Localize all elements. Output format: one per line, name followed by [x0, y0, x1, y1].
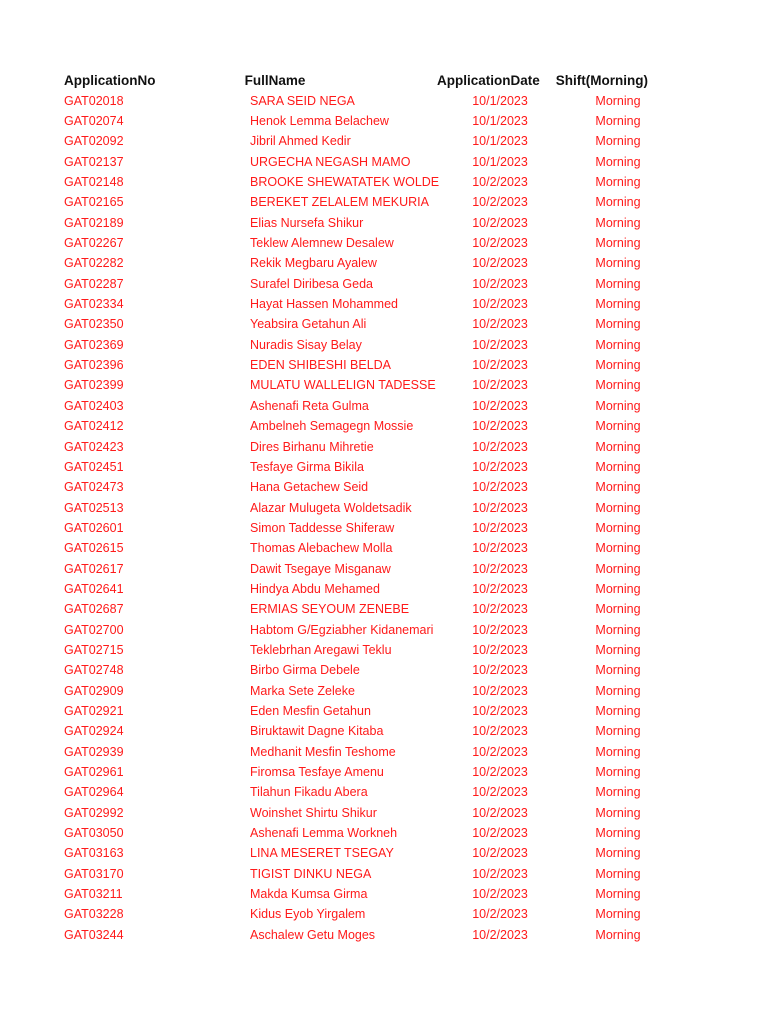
application-date-cell: 10/2/2023 [472, 927, 528, 942]
application-no-cell: GAT02451 [64, 459, 124, 474]
header-application-date: ApplicationDate [437, 72, 540, 88]
table-row [64, 497, 684, 517]
table-row [64, 477, 684, 497]
table-row [64, 152, 684, 172]
full-name-cell: Nuradis Sisay Belay [250, 337, 362, 352]
table-row [64, 701, 684, 721]
shift-cell: Morning [595, 175, 641, 190]
application-no-cell: GAT02267 [64, 236, 124, 251]
table-row [64, 253, 684, 273]
table-row [64, 538, 684, 558]
table-row [64, 823, 684, 843]
application-no-cell: GAT02715 [64, 642, 124, 657]
application-date-cell: 10/2/2023 [472, 866, 528, 881]
application-date-cell: 10/1/2023 [472, 134, 528, 149]
shift-cell: Morning [595, 846, 641, 861]
application-date-cell: 10/2/2023 [472, 439, 528, 454]
full-name-cell: ERMIAS SEYOUM ZENEBE [250, 602, 410, 617]
table-row [64, 396, 684, 416]
table-row [64, 335, 684, 355]
application-date-cell: 10/2/2023 [472, 215, 528, 230]
shift-cell: Morning [595, 866, 641, 881]
table-row [64, 294, 684, 314]
shift-cell: Morning [595, 93, 641, 108]
application-no-cell: GAT02137 [64, 154, 124, 169]
full-name-cell: Habtom G/Egziabher Kidanemari [250, 622, 434, 637]
full-name-cell: Tilahun Fikadu Abera [250, 785, 368, 800]
application-date-cell: 10/2/2023 [472, 703, 528, 718]
application-no-cell: GAT02601 [64, 520, 124, 535]
shift-cell: Morning [595, 297, 641, 312]
application-date-cell: 10/2/2023 [472, 520, 528, 535]
shift-cell: Morning [595, 805, 641, 820]
table-row [64, 131, 684, 151]
table-row [64, 91, 684, 111]
full-name-cell: Ambelneh Semagegn Mossie [250, 419, 414, 434]
full-name-cell: LINA MESERET TSEGAY [250, 846, 394, 861]
application-no-cell: GAT03170 [64, 866, 124, 881]
shift-cell: Morning [595, 276, 641, 291]
application-date-cell: 10/2/2023 [472, 602, 528, 617]
table-row [64, 843, 684, 863]
application-date-cell: 10/2/2023 [472, 256, 528, 271]
full-name-cell: Kidus Eyob Yirgalem [250, 907, 366, 922]
application-date-cell: 10/2/2023 [472, 846, 528, 861]
application-date-cell: 10/2/2023 [472, 419, 528, 434]
full-name-cell: MULATU WALLELIGN TADESSE [250, 378, 436, 393]
shift-cell: Morning [595, 256, 641, 271]
shift-cell: Morning [595, 907, 641, 922]
table-row [64, 111, 684, 131]
application-no-cell: GAT02396 [64, 358, 124, 373]
application-date-cell: 10/2/2023 [472, 317, 528, 332]
full-name-cell: Hana Getachew Seid [250, 480, 369, 495]
table-row [64, 457, 684, 477]
application-no-cell: GAT02513 [64, 500, 124, 515]
application-no-cell: GAT02018 [64, 93, 124, 108]
full-name-cell: URGECHA NEGASH MAMO [250, 154, 411, 169]
table-row [64, 864, 684, 884]
full-name-cell: Yeabsira Getahun Ali [250, 317, 367, 332]
full-name-cell: Surafel Diribesa Geda [250, 276, 373, 291]
full-name-cell: Woinshet Shirtu Shikur [250, 805, 377, 820]
shift-cell: Morning [595, 927, 641, 942]
shift-cell: Morning [595, 154, 641, 169]
application-no-cell: GAT02964 [64, 785, 124, 800]
full-name-cell: Tesfaye Girma Bikila [250, 459, 364, 474]
application-no-cell: GAT02165 [64, 195, 124, 210]
full-name-cell: EDEN SHIBESHI BELDA [250, 358, 392, 373]
application-date-cell: 10/2/2023 [472, 459, 528, 474]
full-name-cell: Henok Lemma Belachew [250, 114, 389, 129]
table-row [64, 803, 684, 823]
full-name-cell: BEREKET ZELALEM MEKURIA [250, 195, 429, 210]
shift-cell: Morning [595, 541, 641, 556]
application-date-cell: 10/2/2023 [472, 642, 528, 657]
shift-cell: Morning [595, 480, 641, 495]
full-name-cell: Thomas Alebachew Molla [250, 541, 393, 556]
shift-cell: Morning [595, 500, 641, 515]
full-name-cell: Teklew Alemnew Desalew [250, 236, 394, 251]
table-row [64, 274, 684, 294]
application-date-cell: 10/2/2023 [472, 744, 528, 759]
application-no-cell: GAT02924 [64, 724, 124, 739]
table-row [64, 640, 684, 660]
application-no-cell: GAT03228 [64, 907, 124, 922]
full-name-cell: Eden Mesfin Getahun [250, 703, 371, 718]
full-name-cell: Dires Birhanu Mihretie [250, 439, 374, 454]
application-no-cell: GAT02092 [64, 134, 124, 149]
application-date-cell: 10/2/2023 [472, 663, 528, 678]
application-no-cell: GAT02700 [64, 622, 124, 637]
application-no-cell: GAT02350 [64, 317, 124, 332]
full-name-cell: Alazar Mulugeta Woldetsadik [250, 500, 412, 515]
table-row [64, 782, 684, 802]
application-date-cell: 10/2/2023 [472, 785, 528, 800]
shift-cell: Morning [595, 785, 641, 800]
shift-cell: Morning [595, 378, 641, 393]
table-row [64, 762, 684, 782]
shift-cell: Morning [595, 215, 641, 230]
shift-cell: Morning [595, 744, 641, 759]
application-date-cell: 10/2/2023 [472, 826, 528, 841]
full-name-cell: Dawit Tsegaye Misganaw [250, 561, 391, 576]
shift-cell: Morning [595, 703, 641, 718]
full-name-cell: Elias Nursefa Shikur [250, 215, 364, 230]
full-name-cell: Teklebrhan Aregawi Teklu [250, 642, 392, 657]
full-name-cell: Hayat Hassen Mohammed [250, 297, 398, 312]
shift-cell: Morning [595, 683, 641, 698]
application-date-cell: 10/2/2023 [472, 195, 528, 210]
application-no-cell: GAT02334 [64, 297, 124, 312]
application-date-cell: 10/2/2023 [472, 337, 528, 352]
header-application-no: ApplicationNo [64, 72, 156, 88]
application-no-cell: GAT02615 [64, 541, 124, 556]
full-name-cell: Aschalew Getu Moges [250, 927, 376, 942]
application-no-cell: GAT02921 [64, 703, 124, 718]
table-row [64, 884, 684, 904]
application-no-cell: GAT02687 [64, 602, 124, 617]
application-no-cell: GAT03050 [64, 826, 124, 841]
shift-cell: Morning [595, 642, 641, 657]
header-full-name: FullName [244, 72, 306, 88]
application-date-cell: 10/2/2023 [472, 358, 528, 373]
shift-cell: Morning [595, 765, 641, 780]
application-no-cell: GAT02282 [64, 256, 124, 271]
table-row [64, 213, 684, 233]
application-date-cell: 10/2/2023 [472, 541, 528, 556]
application-no-cell: GAT02369 [64, 337, 124, 352]
application-no-cell: GAT02403 [64, 398, 124, 413]
application-date-cell: 10/2/2023 [472, 398, 528, 413]
table-row [64, 558, 684, 578]
application-date-cell: 10/2/2023 [472, 500, 528, 515]
full-name-cell: Hindya Abdu Mehamed [250, 581, 380, 596]
table-row [64, 904, 684, 924]
table-row [64, 579, 684, 599]
table-row [64, 619, 684, 639]
full-name-cell: Firomsa Tesfaye Amenu [250, 765, 384, 780]
full-name-cell: Makda Kumsa Girma [250, 887, 368, 902]
shift-cell: Morning [595, 419, 641, 434]
shift-cell: Morning [595, 236, 641, 251]
application-no-cell: GAT02423 [64, 439, 124, 454]
shift-cell: Morning [595, 724, 641, 739]
table-row [64, 233, 684, 253]
shift-cell: Morning [595, 887, 641, 902]
application-no-cell: GAT02399 [64, 378, 124, 393]
application-date-cell: 10/2/2023 [472, 581, 528, 596]
shift-cell: Morning [595, 602, 641, 617]
table-row [64, 599, 684, 619]
table-row [64, 742, 684, 762]
shift-cell: Morning [595, 622, 641, 637]
shift-cell: Morning [595, 358, 641, 373]
application-date-cell: 10/2/2023 [472, 480, 528, 495]
table-row [64, 518, 684, 538]
application-date-cell: 10/2/2023 [472, 765, 528, 780]
application-date-cell: 10/2/2023 [472, 236, 528, 251]
table-header-row [64, 70, 684, 90]
application-date-cell: 10/1/2023 [472, 154, 528, 169]
header-shift: Shift(Morning) [555, 72, 648, 88]
application-no-cell: GAT02992 [64, 805, 124, 820]
full-name-cell: SARA SEID NEGA [250, 93, 355, 108]
application-no-cell: GAT02909 [64, 683, 124, 698]
shift-cell: Morning [595, 520, 641, 535]
table-row [64, 436, 684, 456]
shift-cell: Morning [595, 398, 641, 413]
shift-cell: Morning [595, 663, 641, 678]
application-no-cell: GAT03163 [64, 846, 124, 861]
application-date-cell: 10/2/2023 [472, 887, 528, 902]
application-date-cell: 10/2/2023 [472, 276, 528, 291]
shift-cell: Morning [595, 134, 641, 149]
application-no-cell: GAT03244 [64, 927, 124, 942]
shift-cell: Morning [595, 337, 641, 352]
application-date-cell: 10/2/2023 [472, 378, 528, 393]
table-row [64, 680, 684, 700]
application-no-cell: GAT02961 [64, 765, 124, 780]
application-date-cell: 10/2/2023 [472, 297, 528, 312]
application-no-cell: GAT02473 [64, 480, 124, 495]
shift-cell: Morning [595, 439, 641, 454]
application-no-cell: GAT02412 [64, 419, 124, 434]
full-name-cell: Marka Sete Zeleke [250, 683, 355, 698]
shift-cell: Morning [595, 459, 641, 474]
application-no-cell: GAT02939 [64, 744, 124, 759]
application-no-cell: GAT02189 [64, 215, 124, 230]
application-no-cell: GAT02074 [64, 114, 124, 129]
application-date-cell: 10/1/2023 [472, 93, 528, 108]
table-body [64, 91, 684, 945]
full-name-cell: Biruktawit Dagne Kitaba [250, 724, 384, 739]
table-row [64, 172, 684, 192]
full-name-cell: Ashenafi Reta Gulma [250, 398, 369, 413]
shift-cell: Morning [595, 826, 641, 841]
shift-cell: Morning [595, 114, 641, 129]
table-row [64, 375, 684, 395]
full-name-cell: Jibril Ahmed Kedir [250, 134, 351, 149]
table-row [64, 925, 684, 945]
table-row [64, 314, 684, 334]
shift-cell: Morning [595, 317, 641, 332]
application-date-cell: 10/2/2023 [472, 175, 528, 190]
table-row [64, 721, 684, 741]
shift-cell: Morning [595, 581, 641, 596]
full-name-cell: Ashenafi Lemma Workneh [250, 826, 398, 841]
application-date-cell: 10/2/2023 [472, 622, 528, 637]
application-no-cell: GAT03211 [64, 887, 123, 902]
application-date-cell: 10/2/2023 [472, 805, 528, 820]
table-row [64, 355, 684, 375]
application-date-cell: 10/2/2023 [472, 907, 528, 922]
full-name-cell: Birbo Girma Debele [250, 663, 360, 678]
full-name-cell: Medhanit Mesfin Teshome [250, 744, 396, 759]
table-row [64, 192, 684, 212]
application-no-cell: GAT02617 [64, 561, 124, 576]
applications-table [64, 70, 684, 945]
full-name-cell: TIGIST DINKU NEGA [250, 866, 372, 881]
application-no-cell: GAT02641 [64, 581, 124, 596]
application-date-cell: 10/2/2023 [472, 561, 528, 576]
table-row [64, 416, 684, 436]
shift-cell: Morning [595, 561, 641, 576]
application-date-cell: 10/2/2023 [472, 683, 528, 698]
application-date-cell: 10/1/2023 [472, 114, 528, 129]
application-no-cell: GAT02148 [64, 175, 124, 190]
application-no-cell: GAT02287 [64, 276, 124, 291]
full-name-cell: Rekik Megbaru Ayalew [250, 256, 377, 271]
application-no-cell: GAT02748 [64, 663, 124, 678]
table-row [64, 660, 684, 680]
full-name-cell: BROOKE SHEWATATEK WOLDE [250, 175, 440, 190]
application-date-cell: 10/2/2023 [472, 724, 528, 739]
shift-cell: Morning [595, 195, 641, 210]
full-name-cell: Simon Taddesse Shiferaw [250, 520, 395, 535]
